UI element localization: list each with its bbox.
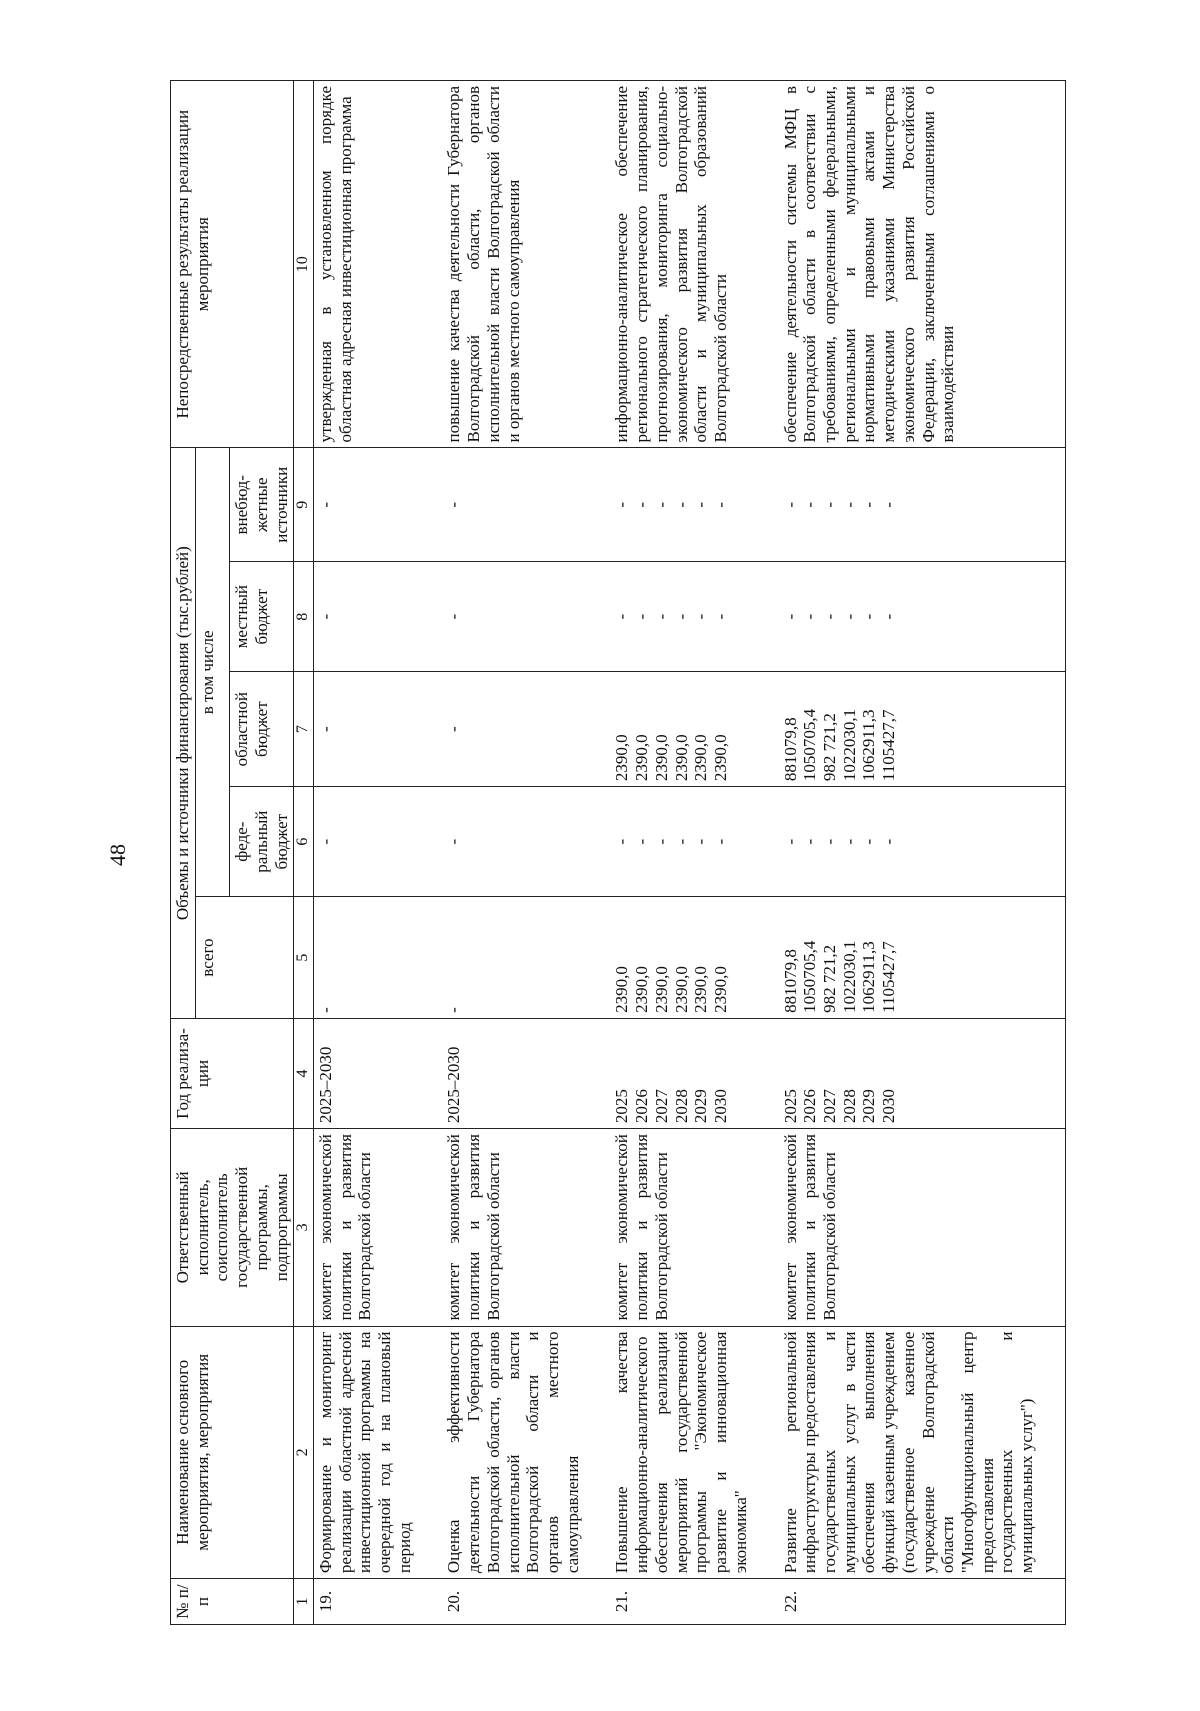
implementation-year-value: 2025 xyxy=(780,1089,800,1124)
federal-budget-value: - xyxy=(711,838,731,845)
local-budget xyxy=(779,562,1066,672)
header-number: № п/п xyxy=(171,1579,294,1625)
total-amount-value: 2390,0 xyxy=(651,966,671,1013)
extrabudgetary-sources-value: - xyxy=(780,501,800,508)
extrabudgetary-sources-value: - xyxy=(879,501,899,508)
regional-budget xyxy=(442,672,610,787)
activity-result: повышение качества деятельности Губернатора Волгоградской области, органов исполнительной власти Волгоградской области и органов местного самоуправления xyxy=(442,81,610,448)
extrabudgetary-sources xyxy=(610,448,778,562)
local-budget xyxy=(610,562,778,672)
table-row xyxy=(442,81,610,1625)
federal-budget xyxy=(313,787,442,897)
regional-budget xyxy=(313,672,442,787)
implementation-year-value: 2025–2030 xyxy=(315,1046,335,1124)
regional-budget-value: 2390,0 xyxy=(651,734,671,782)
federal-budget-value: - xyxy=(671,838,691,845)
col-number: 8 xyxy=(294,562,314,672)
header-financing-group: Объемы и источники финансирования (тыс.рублей) xyxy=(171,448,196,1018)
local-budget-value: - xyxy=(315,613,335,620)
extrabudgetary-sources xyxy=(779,448,1066,562)
total-amount xyxy=(610,897,778,1019)
local-budget xyxy=(313,562,442,672)
regional-budget-value: 2390,0 xyxy=(612,734,632,782)
rotated-table-container xyxy=(170,80,1050,1625)
regional-budget-value: 1105427,7 xyxy=(879,709,899,782)
activity-name: Оценка эффективности деятельности Губернатора Волгоградской области, органов исполнительной власти Волгоградской области и органов местного самоуправления xyxy=(442,1326,610,1579)
col-number: 4 xyxy=(294,1018,314,1128)
federal-budget-value: - xyxy=(859,838,879,845)
header-extrabudgetary: внебюд-жетные источники xyxy=(230,448,294,562)
total-amount-value: 1022030,1 xyxy=(839,940,859,1013)
activity-name: Развитие региональной инфраструктуры предоставления государственных и муниципальных услуг в части обеспечения выполнения функций казенным учреждением (государственное казенное учреждение Волгоградской области "Многофункциональный центр предоставления государственных и муниципальных услуг") xyxy=(779,1326,1066,1579)
col-number: 9 xyxy=(294,448,314,562)
header-results: Непосредственные результаты реализации мероприятия xyxy=(171,81,294,448)
regional-budget-value: 2390,0 xyxy=(632,734,652,782)
local-budget-value: - xyxy=(612,613,632,620)
regional-budget xyxy=(610,672,778,787)
total-amount xyxy=(779,897,1066,1019)
col-number: 3 xyxy=(294,1129,314,1326)
federal-budget-value: - xyxy=(780,838,800,845)
table-row xyxy=(779,81,1066,1625)
federal-budget-value: - xyxy=(612,838,632,845)
regional-budget-value: - xyxy=(444,726,464,733)
implementation-year-value: 2028 xyxy=(839,1089,859,1124)
federal-budget-value: - xyxy=(800,838,820,845)
row-number: 22. xyxy=(779,1579,1066,1625)
local-budget-value: - xyxy=(800,613,820,620)
page-number: 48 xyxy=(105,844,130,866)
row-number: 21. xyxy=(610,1579,778,1625)
row-number: 19. xyxy=(313,1579,442,1625)
extrabudgetary-sources-value: - xyxy=(315,501,335,508)
header-responsible: Ответственный исполнитель, соисполнитель государственной программы, подпрограммы xyxy=(171,1129,294,1326)
federal-budget-value: - xyxy=(651,838,671,845)
total-amount-value: 2390,0 xyxy=(691,966,711,1013)
regional-budget-value: 2390,0 xyxy=(691,734,711,782)
total-amount-value: 2390,0 xyxy=(671,966,691,1013)
regional-budget-value: - xyxy=(315,726,335,733)
table-header xyxy=(171,81,314,1625)
header-local-budget: местный бюджет xyxy=(230,562,294,672)
activity-result: обеспечение деятельности системы МФЦ в Волгоградской области в соответствии с требованиями, определенными федеральными, региональными и муниципальными нормативными правовыми актами и методическими указаниями Министерства экономического развития Российской Федерации, заключенными соглашениями о взаимодействии xyxy=(779,81,1066,448)
regional-budget-value: 1022030,1 xyxy=(839,708,859,782)
header-activity-name: Наименование основного мероприятия, мероприятия xyxy=(171,1326,294,1579)
extrabudgetary-sources-value: - xyxy=(800,501,820,508)
col-number: 7 xyxy=(294,672,314,787)
regional-budget-value: 881079,8 xyxy=(780,717,800,782)
local-budget-value: - xyxy=(859,613,879,620)
implementation-year-value: 2030 xyxy=(879,1089,899,1124)
federal-budget-value: - xyxy=(839,838,859,845)
local-budget xyxy=(442,562,610,672)
activity-result: утвержденная в установленном порядке областная адресная инвестиционная программа xyxy=(313,81,442,448)
regional-budget-value: 2390,0 xyxy=(671,734,691,782)
extrabudgetary-sources-value: - xyxy=(859,501,879,508)
extrabudgetary-sources-value: - xyxy=(632,501,652,508)
extrabudgetary-sources-value: - xyxy=(819,501,839,508)
local-budget-value: - xyxy=(632,613,652,620)
implementation-year-value: 2027 xyxy=(651,1089,671,1124)
total-amount-value: 881079,8 xyxy=(780,949,800,1013)
total-amount-value: 2390,0 xyxy=(632,966,652,1013)
header-including: в том числе xyxy=(195,448,229,897)
implementation-year-value: 2025 xyxy=(612,1089,632,1124)
implementation-year-value: 2029 xyxy=(859,1089,879,1124)
total-amount-value: 1050705,4 xyxy=(800,940,820,1013)
federal-budget xyxy=(779,787,1066,897)
local-budget-value: - xyxy=(780,613,800,620)
activity-result: информационно-аналитическое обеспечение регионального стратегического планирования, прогнозирования, мониторинга социально-экономического развития Волгоградской области и муниципальных образований Волгоградской области xyxy=(610,81,778,448)
extrabudgetary-sources-value: - xyxy=(691,501,711,508)
extrabudgetary-sources-value: - xyxy=(671,501,691,508)
federal-budget-value: - xyxy=(879,838,899,845)
activities-table xyxy=(170,80,1066,1625)
total-amount-value: 2390,0 xyxy=(711,966,731,1013)
col-number: 2 xyxy=(294,1326,314,1579)
header-total: всего xyxy=(195,897,294,1019)
implementation-year-value: 2030 xyxy=(711,1089,731,1124)
responsible-executor: комитет экономической политики и развития Волгоградской области xyxy=(313,1129,442,1326)
federal-budget-value: - xyxy=(691,838,711,845)
local-budget-value: - xyxy=(711,613,731,620)
local-budget-value: - xyxy=(839,613,859,620)
implementation-year xyxy=(313,1018,442,1128)
header-year: Год реализа-ции xyxy=(171,1018,294,1128)
extrabudgetary-sources-value: - xyxy=(612,501,632,508)
local-budget-value: - xyxy=(691,613,711,620)
responsible-executor: комитет экономической политики и развития Волгоградской области xyxy=(610,1129,778,1326)
responsible-executor: комитет экономической политики и развития Волгоградской области xyxy=(779,1129,1066,1326)
total-amount-value: 2390,0 xyxy=(612,966,632,1013)
implementation-year-value: 2028 xyxy=(671,1089,691,1124)
implementation-year-value: 2025–2030 xyxy=(444,1046,464,1124)
implementation-year xyxy=(779,1018,1066,1128)
total-amount-value: 982 721,2 xyxy=(819,944,839,1013)
row-number: 20. xyxy=(442,1579,610,1625)
implementation-year xyxy=(442,1018,610,1128)
extrabudgetary-sources-value: - xyxy=(651,501,671,508)
federal-budget-value: - xyxy=(444,838,464,845)
extrabudgetary-sources-value: - xyxy=(444,501,464,508)
regional-budget-value: 2390,0 xyxy=(711,734,731,782)
total-amount-value: - xyxy=(444,1007,464,1013)
extrabudgetary-sources-value: - xyxy=(839,501,859,508)
regional-budget-value: 1050705,4 xyxy=(800,708,820,782)
header-regional-budget: областной бюджет xyxy=(230,672,294,787)
local-budget-value: - xyxy=(671,613,691,620)
extrabudgetary-sources xyxy=(442,448,610,562)
local-budget-value: - xyxy=(651,613,671,620)
activity-name: Повышение качества информационно-аналитического обеспечения реализации мероприятий государственной программы "Экономическое развитие и инновационная экономика" xyxy=(610,1326,778,1579)
implementation-year xyxy=(610,1018,778,1128)
local-budget-value: - xyxy=(444,613,464,620)
implementation-year-value: 2027 xyxy=(819,1089,839,1124)
table-row xyxy=(610,81,778,1625)
implementation-year-value: 2029 xyxy=(691,1089,711,1124)
federal-budget-value: - xyxy=(315,838,335,845)
local-budget-value: - xyxy=(819,613,839,620)
column-numbers-row xyxy=(294,81,314,1625)
header-federal-budget: феде-ральный бюджет xyxy=(230,787,294,897)
regional-budget xyxy=(779,672,1066,787)
total-amount-value: 1105427,7 xyxy=(879,941,899,1013)
extrabudgetary-sources-value: - xyxy=(711,501,731,508)
col-number: 1 xyxy=(294,1579,314,1625)
regional-budget-value: 982 721,2 xyxy=(819,713,839,782)
total-amount-value: 1062911,3 xyxy=(859,941,879,1013)
local-budget-value: - xyxy=(879,613,899,620)
federal-budget xyxy=(442,787,610,897)
federal-budget xyxy=(610,787,778,897)
table-row xyxy=(313,81,442,1625)
responsible-executor: комитет экономической политики и развития Волгоградской области xyxy=(442,1129,610,1326)
col-number: 10 xyxy=(294,81,314,448)
col-number: 6 xyxy=(294,787,314,897)
extrabudgetary-sources xyxy=(313,448,442,562)
total-amount xyxy=(313,897,442,1019)
activity-name: Формирование и мониторинг реализации областной адресной инвестиционной программы на очередной год и на плановый период xyxy=(313,1326,442,1579)
regional-budget-value: 1062911,3 xyxy=(859,709,879,782)
federal-budget-value: - xyxy=(819,838,839,845)
federal-budget-value: - xyxy=(632,838,652,845)
implementation-year-value: 2026 xyxy=(632,1089,652,1124)
implementation-year-value: 2026 xyxy=(800,1089,820,1124)
total-amount-value: - xyxy=(315,1007,335,1013)
table-body xyxy=(313,81,1065,1625)
total-amount xyxy=(442,897,610,1019)
col-number: 5 xyxy=(294,897,314,1019)
